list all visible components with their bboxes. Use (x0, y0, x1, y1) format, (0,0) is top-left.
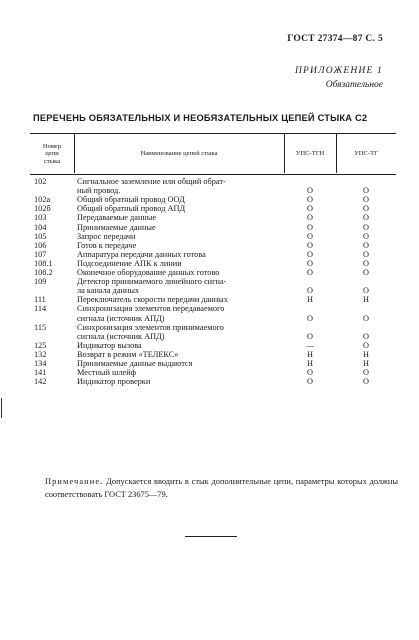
header-num (30, 134, 74, 174)
column-divider (336, 133, 337, 173)
row-ups-tg: О (363, 186, 369, 196)
row-ups-tg: О (363, 286, 369, 296)
row-name: Детектор принимаемого линейного сигна- (77, 277, 227, 287)
table-row (30, 223, 396, 232)
note-text: Допускается вводить в стык дополнительные цепи, параметры которых должны соответствовать ГОСТ 23675—79. (45, 477, 398, 499)
row-number: 114 (34, 304, 47, 314)
row-name: Синхронизация элементов принимаемого (77, 322, 224, 332)
table-row (30, 304, 396, 313)
row-ups-tgn: О (307, 268, 313, 277)
row-ups-tg: Н (363, 359, 369, 368)
scan-mark (1, 398, 2, 418)
row-number: 141 (34, 368, 47, 378)
row-ups-tg: О (363, 268, 369, 277)
row-ups-tg: Н (363, 349, 369, 359)
row-name: Общий обратный провод ООД (77, 195, 185, 205)
table-row (30, 241, 396, 250)
table-row (30, 359, 396, 368)
table-row (30, 341, 396, 350)
row-ups-tg: О (363, 213, 369, 223)
table-row (30, 350, 396, 359)
annex-subtitle: Обязательное (325, 80, 383, 90)
table-row (30, 186, 396, 195)
table-row (30, 286, 396, 295)
annex-block (295, 64, 383, 92)
row-name: Подсоединение АПК к линии (77, 258, 182, 268)
row-ups-tg: О (363, 258, 369, 268)
row-number: 108.1 (34, 258, 53, 268)
row-name: Возврат в режим «ТЕЛЕКС» (77, 349, 179, 359)
row-ups-tgn: О (307, 249, 313, 259)
row-name: Аппаратура передачи данных готова (77, 249, 206, 259)
row-name: Передаваемые данные (77, 213, 157, 223)
row-number: 106 (34, 240, 47, 250)
table-row (30, 259, 396, 268)
row-name: Сигнальное заземление или общий обрат- (77, 177, 226, 186)
row-ups-tg: О (363, 195, 369, 205)
row-name: сигнала (источник АПД) (77, 313, 165, 323)
row-ups-tgn: О (307, 231, 313, 241)
closing-rule (185, 536, 237, 537)
document-title: ПЕРЕЧЕНЬ ОБЯЗАТЕЛЬНЫХ И НЕОБЯЗАТЕЛЬНЫХ ЦЕПЕЙ СТЫКА С2 (33, 113, 368, 123)
row-ups-tg: Н (363, 295, 369, 305)
page-header: ГОСТ 27374—87 С. 5 (287, 34, 383, 44)
header-name: Наименование цепей стыка (140, 150, 218, 158)
table-row (30, 204, 396, 213)
row-name: Синхронизация элементов передаваемого (77, 304, 225, 314)
table-row (30, 268, 396, 277)
row-ups-tgn: О (307, 186, 313, 196)
header-num-line: стыка (43, 157, 61, 165)
row-ups-tg: О (363, 249, 369, 259)
table-row (30, 250, 396, 259)
row-ups-tgn: О (307, 313, 313, 323)
column-divider (74, 133, 75, 173)
header-num-line: цепи (45, 150, 59, 158)
row-ups-tg: О (363, 231, 369, 241)
row-ups-tgn: О (307, 213, 313, 223)
row-ups-tg: О (363, 204, 369, 214)
table-row (30, 368, 396, 377)
row-number: 103 (34, 213, 47, 223)
note-label: Примечание. (45, 477, 104, 486)
table-row (30, 177, 396, 186)
row-ups-tgn: О (307, 331, 313, 341)
row-number: 108.2 (34, 268, 53, 277)
table-row (30, 232, 396, 241)
row-number: 134 (34, 359, 47, 368)
row-name: Индикатор вызова (77, 340, 142, 350)
row-ups-tgn: О (307, 258, 313, 268)
row-number: 115 (34, 322, 47, 332)
column-divider (284, 133, 285, 173)
row-ups-tgn: О (307, 240, 313, 250)
row-ups-tgn: Н (307, 349, 313, 359)
table-row (30, 277, 396, 286)
row-number: 132 (34, 349, 47, 359)
row-name: Общий обратный провод АПД (77, 204, 186, 214)
row-name: Местный шлейф (77, 368, 137, 378)
row-number: 102б (34, 204, 51, 214)
header-num-line: Номер (42, 142, 62, 150)
row-ups-tg: О (363, 313, 369, 323)
row-ups-tg: О (363, 240, 369, 250)
table-row (30, 332, 396, 341)
row-ups-tgn: О (307, 222, 313, 232)
row-number: 111 (34, 295, 46, 305)
row-number: 105 (34, 231, 47, 241)
table-row (30, 195, 396, 204)
header-ups-tgn: УПС-ТГН (295, 150, 325, 158)
row-name: Оконечное оборудование данных готово (77, 268, 220, 277)
table-row (30, 295, 396, 304)
table-note (45, 475, 398, 501)
row-ups-tgn: О (307, 286, 313, 296)
row-name: Готов к передаче (77, 240, 137, 250)
row-ups-tgn: О (307, 368, 313, 378)
row-name: Индикатор проверки (77, 377, 151, 387)
row-number: 109 (34, 277, 47, 287)
row-number: 102а (34, 195, 51, 205)
row-name: Принимаемые данные (77, 222, 156, 232)
row-ups-tgn: О (307, 204, 313, 214)
row-ups-tg: О (363, 222, 369, 232)
row-ups-tg: О (363, 377, 369, 387)
row-ups-tgn: Н (307, 359, 313, 368)
row-name: сигнала (источник АПД) (77, 331, 165, 341)
annex-title: ПРИЛОЖЕНИЕ 1 (294, 66, 383, 76)
row-number: 104 (34, 222, 47, 232)
row-ups-tg: О (363, 368, 369, 378)
table-row (30, 377, 396, 386)
row-number: 107 (34, 249, 47, 259)
row-ups-tg: О (363, 340, 369, 350)
row-name: Запрос передачи (77, 231, 136, 241)
row-number: 125 (34, 340, 47, 350)
table-row (30, 213, 396, 222)
table-row (30, 323, 396, 332)
row-name: ла канала данных (77, 286, 140, 296)
row-number: 102 (34, 177, 47, 186)
row-number: 142 (34, 377, 47, 387)
row-name: Переключатель скорости передачи данных (77, 295, 228, 305)
table-header (30, 133, 396, 175)
header-ups-tg: УПС-ТГ (354, 150, 378, 158)
row-ups-tgn: О (307, 195, 313, 205)
row-ups-tgn: — (305, 340, 315, 350)
row-ups-tg: О (363, 331, 369, 341)
row-name: ный провод. (77, 186, 121, 196)
row-name: Принимаемые данные выдаются (77, 359, 193, 368)
row-ups-tgn: О (307, 377, 313, 387)
table-row (30, 314, 396, 323)
row-ups-tgn: Н (307, 295, 313, 305)
